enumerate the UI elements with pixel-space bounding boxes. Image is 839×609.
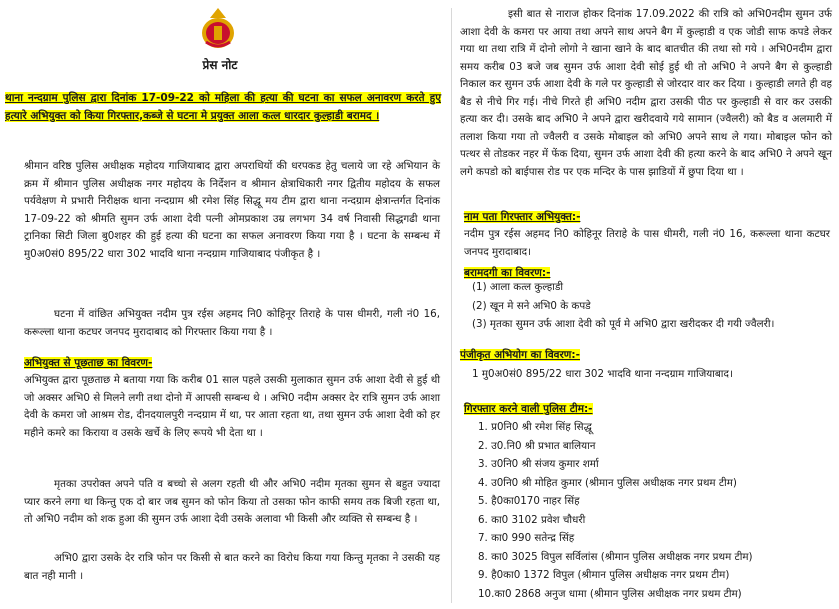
list-item: 2. उ0.नि0 श्री प्रभात बालियान — [478, 439, 596, 452]
column-divider — [451, 8, 452, 603]
paragraph-3: अभियुक्त द्वारा पूछताछ मे बताया गया कि करीब 01 साल पहले उसकी मुलाकात सुमन उर्फ आशा देवी से हुई थी जो अक्सर अभि0 से मिलने लगी तथा दोनो में आपसी सम्बन्ध थे । अभि0 नदीम अक्सर देर रात्रि सुमन उर्फ आशा देवी के कमरा जो आश्रम रोड, दीनदयालपुरी नन्दग्राम में था, पर आता रहता था, तथा सुमन उर्फ आशा देवी को हर महीने कमरे का किराया व उसके खर्चे के लिए रूपये भी देता था । — [24, 374, 440, 439]
case-heading — [460, 348, 580, 362]
list-item: (3) मृतका सुमन उर्फ आशा देवी को पूर्व मे अभि0 द्वारा खरीदकर दी गयी ज्वैलरी। — [472, 318, 775, 330]
list-item: 4. उ0नि0 श्री मोहित कुमार (श्रीमान पुलिस अधीक्षक नगर प्रथम टीम) — [478, 476, 737, 489]
arrested-text: नदीम पुत्र रईस अहमद नि0 कोहिनूर तिराहे के पास धीमरी, गली नं0 16, करूल्ला थाना कटघर जनपद मुरादाबाद। — [464, 228, 830, 258]
paragraph-2: घटना में वांछित अभियुक्त नदीम पुत्र रईस अहमद नि0 कोहिनूर तिराहे के पास धीमरी, गली नं0 16, करूल्ला थाना कटघर जनपद मुरादाबाद को गिरफ्तार किया गया है । — [24, 308, 440, 338]
paragraph-5: अभि0 द्वारा उसके देर रात्रि फोन पर किसी से बात करने का विरोध किया गया किन्तु मृतका ने उसकी यह बात नही मानी । — [24, 552, 440, 582]
up-police-emblem-icon — [199, 6, 237, 50]
recovery-heading-text: बरामदगी का विवरण:- — [464, 267, 551, 279]
arrested-heading-text: नाम पता गिरफ्तार अभियुक्त:- — [464, 211, 581, 223]
list-item: (1) आला कत्ल कुल्हाडी — [472, 281, 564, 293]
case-heading-text: पंजीकृत अभियोग का विवरण:- — [460, 349, 580, 361]
recovery-list — [472, 278, 774, 334]
team-heading-text: गिरफ्तार करने वाली पुलिस टीम:- — [464, 403, 593, 415]
arrested-heading — [464, 210, 580, 224]
interrogation-heading-text: अभियुक्त से पूछताछ का विवरण- — [24, 357, 153, 369]
list-item: (2) खून मे सने अभि0 के कपडे — [472, 299, 591, 312]
list-item: 10.का0 2868 अनुज धामा (श्रीमान पुलिस अधीक्षक नगर प्रथम टीम) — [478, 587, 742, 600]
list-item: 3. उ0नि0 श्री संजय कुमार शर्मा — [478, 458, 599, 470]
list-item: 8. का0 3025 विपुल सर्विलांस (श्रीमान पुलिस अधीक्षक नगर प्रथम टीम) — [478, 550, 753, 563]
interrogation-heading — [24, 356, 152, 370]
paragraph-6: इसी बात से नाराज होकर दिनांक 17.09.2022 की रात्रि को अभि0नदीम सुमन उर्फ आशा देवी के कमरा पर आया तथा अपने साथ अपने बैग में कुल्हाडी व एक जोडी साफ कपडे लेकर गया था तथा रात्रि में दोनो लोगो ने खाना खाने के बाद बातचीत की तथा सो गये । अभि0नदीम द्वारा समय करीब 03 बजे जब सुमन उर्फ आशा देवी सोई हुई थी तो अभि0 ने अपने बैग से कुल्हाडी निकाल कर सुमन उर्फ आशा देवी के गले पर कुल्हाडी से जोरदार वार कर दिया । कुल्हाडी लगते ही वह बैड से नीचे गिर गई। नीचे गिरते ही अभि0 नदीम द्वारा उसकी पीठ पर कुल्हाडी से वार कर उसकी हत्या कर दी। उसके बाद अभि0 ने अपने द्वारा खरीदवाये गये सामान (ज्वैलरी) को बैड व अलमारी में तलाश किया गया तो ज्वैलरी व उसके मोबाइल को अभि0 अपने साथ ले गया। मोबाइल फोन को पत्थर से तोडकर नहर में फेंक दिया, सुमन उर्फ आशा देवी की हत्या करने के बाद अभि0 ने अपने खून लगे कपडो को बाईपास रोड पर एक मन्दिर के पास झाडियों में छुपा दिया था । — [460, 8, 832, 178]
press-note-title: प्रेस नोट — [202, 58, 238, 72]
paragraph-1: श्रीमान वरिष्ठ पुलिस अधीक्षक महोदय गाजियाबाद द्वारा अपराधियों की धरपकड हेतु चलाये जा रहे अभियान के क्रम में श्रीमान पुलिस अधीक्षक नगर महोदय के निर्देशन व श्रीमान क्षेत्राधिकारी नगर द्वितीय महोदय के सफल पर्यवेक्षण मे प्रभारी निरीक्षक थाना नन्दग्राम श्री रमेश सिंह सिद्धू मय टीम द्वारा थाना नन्दग्राम क्षेत्रान्तर्गत दिनांक 17-09-22 को श्रीमति सुमन उर्फ आशा देवी पत्नी ओमप्रकाश उम्र लगभग 34 वर्ष निवासी सिद्धगढी थाना ट्रानिका सिटी जिला बु0शहर की हुई हत्या की घटना का सफल अनावरण किया गया है । घटना के सम्बन्ध में मु0अ0सं0 895/22 धारा 302 भादवि थाना नन्दग्राम गाजियाबाद पंजीकृत है । — [24, 160, 440, 260]
headline — [5, 90, 441, 126]
team-list — [478, 418, 753, 603]
list-item: 5. है0का0170 नाहर सिंह — [478, 495, 580, 507]
case-text: 1 मु0अ0सं0 895/22 धारा 302 भादवि थाना नन्दग्राम गाजियाबाद। — [472, 368, 733, 380]
list-item: 6. का0 3102 प्रवेश चौधरी — [478, 513, 586, 526]
list-item: 9. है0का0 1372 विपुल (श्रीमान पुलिस अधीक्षक नगर प्रथम टीम) — [478, 569, 730, 581]
list-item: 1. प्र0नि0 श्री रमेश सिंह सिद्धू — [478, 421, 592, 433]
paragraph-4: मृतका उपरोक्त अपने पति व बच्चो से अलग रहती थी और अभि0 नदीम मृतका सुमन से बहुत ज्यादा प्यार करने लगा था किन्तु एक दो बार जब सुमन को फोन किया तो उसका फोन काफी समय तक बिजी रहता था, तो अभि0 नदीम को शक हुआ की सुमन उर्फ आशा देवी उसके अलावा भी किसी और व्यक्ति से सम्बन्ध है । — [24, 478, 440, 525]
list-item: 7. का0 990 सतेन्द्र सिंह — [478, 532, 575, 544]
headline-text: थाना नन्दग्राम पुलिस द्वारा दिनांक 17-09-22 को महिला की हत्या की घटना का सफल अनावरण करते हुए हत्यारे अभियुक्त को किया गिरफ्तार,कब्जे से घटना मे प्रयुक्त आला कत्ल धारदार कुल्हाडी बरामद । — [5, 92, 441, 122]
team-heading — [464, 402, 593, 416]
